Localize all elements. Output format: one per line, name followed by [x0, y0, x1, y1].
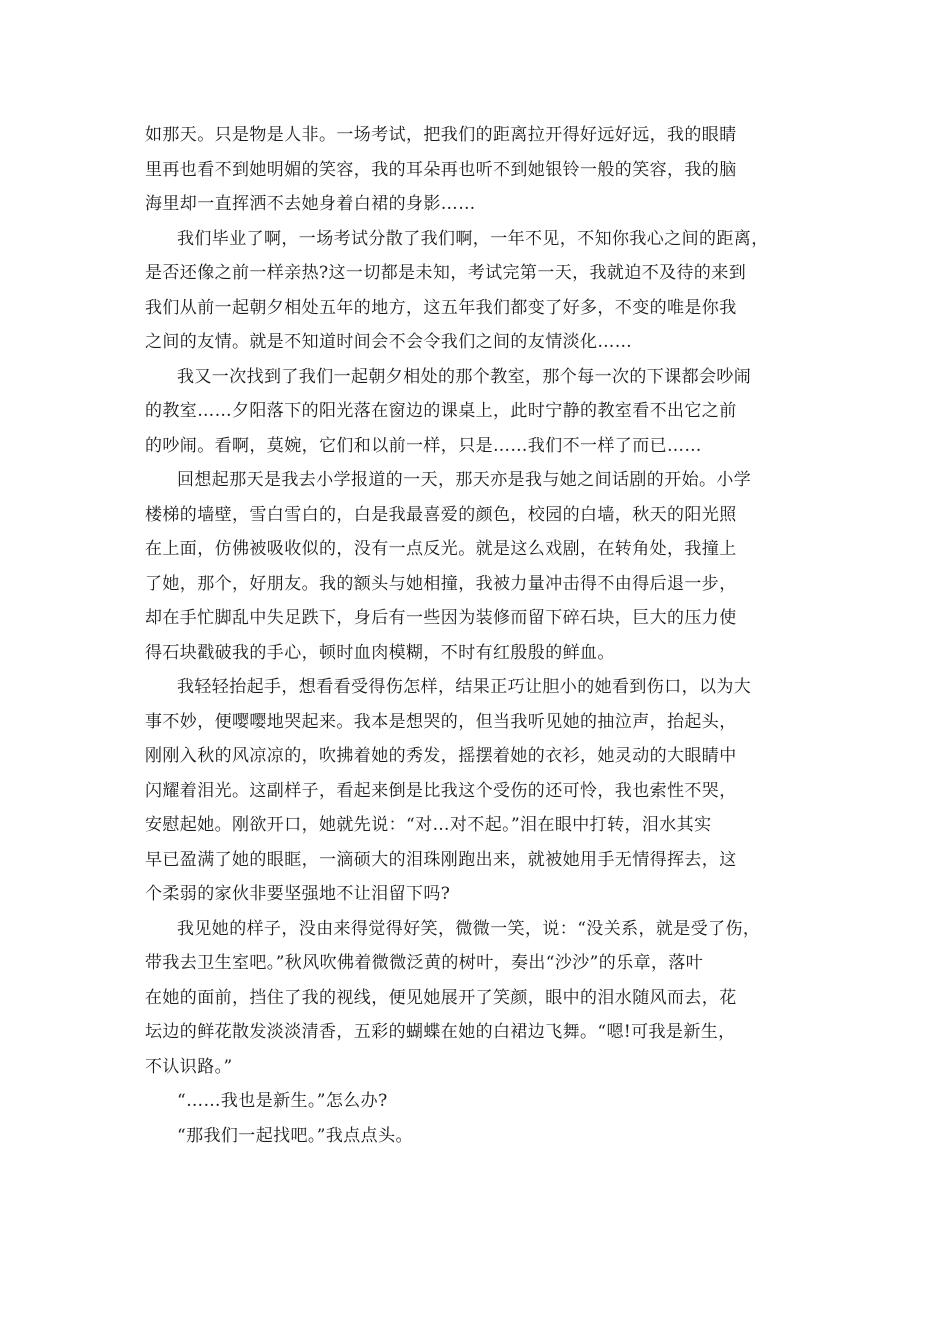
text-line: 早已盈满了她的眼眶，一滴硕大的泪珠刚跑出来，就被她用手无情得挥去，这 — [145, 849, 737, 870]
text-line: 海里却一直挥洒不去她身着白裙的身影…… — [145, 194, 476, 214]
text-line: 我们毕业了啊，一场考试分散了我们啊，一年不见，不知你我心之间的距离， — [177, 228, 769, 249]
text-line: “……我也是新生。”怎么办? — [177, 1091, 388, 1111]
text-line: 我见她的样子，没由来得觉得好笑，微微一笑，说：“没关系，就是受了伤， — [177, 918, 761, 939]
text-line: 却在手忙脚乱中失足跌下，身后有一些因为装修而留下碎石块，巨大的压力使 — [145, 608, 737, 628]
text-line: 得石块戳破我的手心，顿时血肉模糊，不时有红殷殷的鲜血。 — [145, 642, 615, 663]
text-line: 楼梯的墙壁，雪白雪白的，白是我最喜爱的颜色，校园的白墙，秋天的阳光照 — [145, 504, 737, 525]
text-line: 我们从前一起朝夕相处五年的地方，这五年我们都变了好多，不变的唯是你我 — [145, 297, 737, 318]
text-line: 我又一次找到了我们一起朝夕相处的那个教室，那个每一次的下课都会吵闹 — [177, 366, 752, 387]
text-line: 安慰起她。刚欲开口，她就先说：“对…对不起。”泪在眼中打转，泪水其实 — [145, 815, 712, 835]
text-line: “那我们一起找吧。”我点点头。 — [177, 1125, 413, 1146]
text-line: 坛边的鲜花散发淡淡清香，五彩的蝴蝶在她的白裙边飞舞。“嗯!可我是新生， — [145, 1022, 736, 1042]
text-line: 里再也看不到她明媚的笑容，我的耳朵再也听不到她银铃一般的笑容，我的脑 — [145, 159, 737, 180]
text-line: 回想起那天是我去小学报道的一天，那天亦是我与她之间话剧的开始。小学 — [177, 470, 752, 490]
text-line: 我轻轻抬起手，想看看受得伤怎样，结果正巧让胆小的她看到伤口，以为大 — [177, 677, 752, 697]
text-line: 的教室……夕阳落下的阳光落在窗边的课桌上，此时宁静的教室看不出它之前 — [145, 401, 737, 421]
text-line: 之间的友情。就是不知道时间会不会令我们之间的友情淡化…… — [145, 332, 633, 352]
text-line: 个柔弱的家伙非要坚强地不让泪留下吗? — [145, 884, 451, 904]
text-line: 了她，那个，好朋友。我的额头与她相撞，我被力量冲击得不由得后退一步， — [145, 573, 737, 594]
text-line: 在上面，仿佛被吸收似的，没有一点反光。就是这么戏剧，在转角处，我撞上 — [145, 539, 737, 559]
text-line: 是否还像之前一样亲热?这一切都是未知，考试完第一天，我就迫不及待的来到 — [145, 263, 747, 283]
text-line: 刚刚入秋的风凉凉的，吹拂着她的秀发，摇摆着她的衣衫，她灵动的大眼睛中 — [145, 746, 737, 766]
text-line: 在她的面前，挡住了我的视线，便见她展开了笑颜，眼中的泪水随风而去，花 — [145, 987, 737, 1008]
text-line: 闪耀着泪光。这副样子，看起来倒是比我这个受伤的还可怜，我也索性不哭， — [145, 780, 737, 801]
text-line: 带我去卫生室吧。”秋风吹佛着微微泛黄的树叶，奏出“沙沙”的乐章，落叶 — [145, 953, 704, 973]
body-text — [145, 118, 810, 1153]
text-line: 不认识路。” — [145, 1056, 233, 1077]
text-line: 的吵闹。看啊，莫婉，它们和以前一样，只是……我们不一样了而已…… — [145, 435, 702, 456]
text-line: 如那天。只是物是人非。一场考试，把我们的距离拉开得好远好远，我的眼睛 — [145, 125, 737, 145]
text-line: 事不妙，便嘤嘤地哭起来。我本是想哭的，但当我听见她的抽泣声，抬起头， — [145, 711, 737, 732]
